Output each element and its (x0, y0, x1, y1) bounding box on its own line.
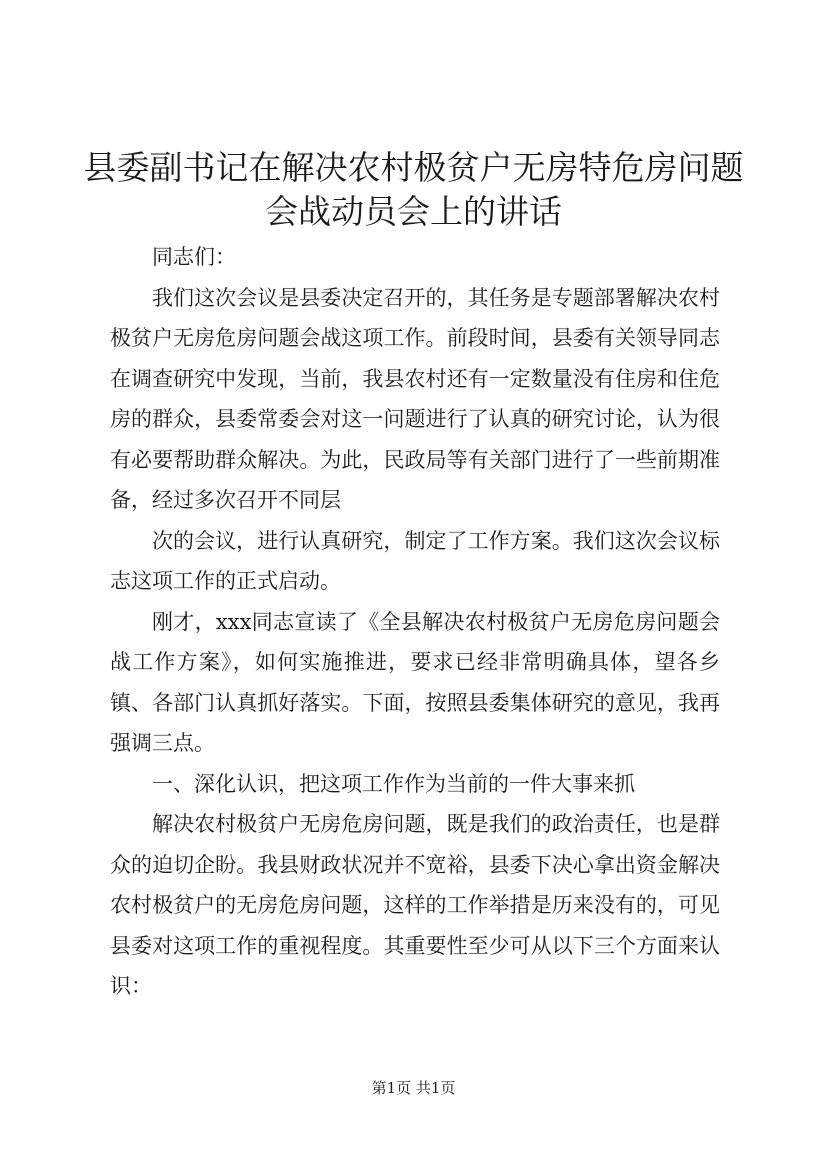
paragraph: 刚才，xxx同志宣读了《全县解决农村极贫户无房危房问题会战工作方案》，如何实施推进，要求已经非常明确具体，望各乡镇、各部门认真抓好落实。下面，按照县委集体研究的意见，我再强调三点。 (110, 609, 720, 755)
paragraph: 我们这次会议是县委决定召开的，其任务是专题部署解决农村极贫户无房危房问题会战这项工作。前段时间，县委有关领导同志在调查研究中发现，当前，我县农村还有一定数量没有住房和住危房的群众，县委常委会对这一问题进行了认真的研究讨论，认为很有必要帮助群众解决。为此，民政局等有关部门进行了一些前期准备，经过多次召开不同层 (110, 285, 720, 512)
page-footer: 第1页 共1页 (371, 1079, 456, 1097)
paragraph: 次的会议，进行认真研究，制定了工作方案。我们这次会议标志这项工作的正式启动。 (110, 528, 720, 593)
document-body (110, 237, 720, 1007)
document-title (60, 146, 767, 234)
section-heading: 一、深化认识，把这项工作作为当前的一件大事来抓 (152, 771, 635, 796)
salutation: 同志们： (152, 245, 236, 269)
title-line-2: 会战动员会上的讲话 (265, 192, 562, 231)
title-line-1: 县委副书记在解决农村极贫户无房特危房问题 (83, 148, 744, 187)
paragraph: 解决农村极贫户无房危房问题，既是我们的政治责任，也是群众的迫切企盼。我县财政状况并不宽裕，县委下决心拿出资金解决农村极贫户的无房危房问题，这样的工作举措是历来没有的，可见县委对这项工作的重视程度。其重要性至少可从以下三个方面来认识： (110, 812, 720, 998)
